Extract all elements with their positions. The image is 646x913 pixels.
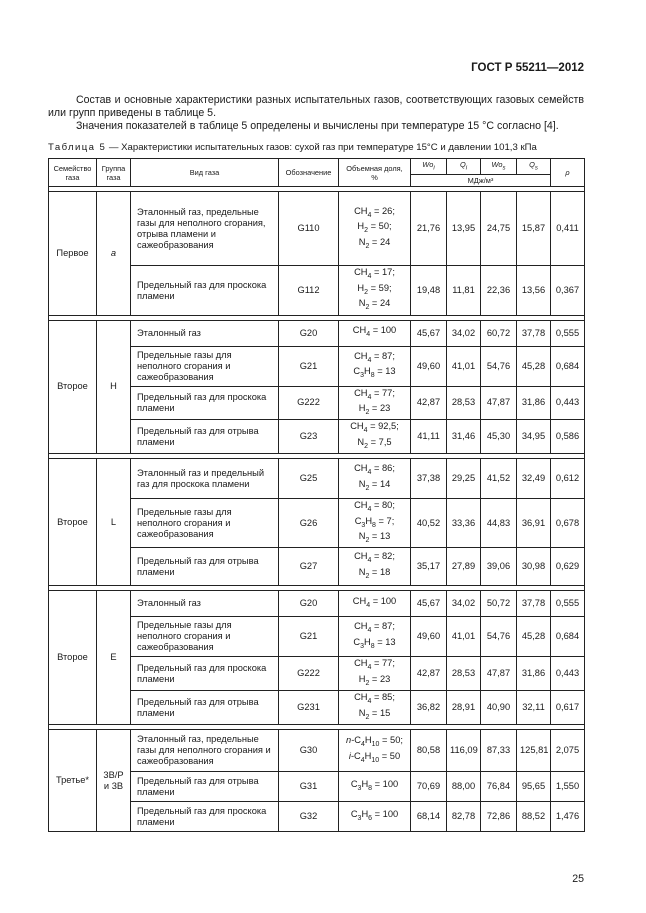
value-qs: 34,95 xyxy=(517,420,551,454)
value-qs: 32,49 xyxy=(517,459,551,499)
gas-designation: G112 xyxy=(279,266,339,315)
value-rho: 0,443 xyxy=(551,657,585,691)
header-unit: МДж/м³ xyxy=(411,175,551,187)
value-wos: 47,87 xyxy=(481,386,517,420)
value-qi: 13,95 xyxy=(447,192,481,266)
value-qi: 34,02 xyxy=(447,320,481,346)
table-body xyxy=(49,187,585,832)
value-wo: 68,14 xyxy=(411,802,447,832)
gas-kind: Предельный газ для отрыва пламени xyxy=(131,548,279,586)
gas-composition xyxy=(339,617,411,657)
value-wo: 21,76 xyxy=(411,192,447,266)
gas-designation: G26 xyxy=(279,499,339,548)
composition-line: $N_2 = 24$ xyxy=(358,298,391,312)
header-qs: $Q_s$ xyxy=(517,159,551,175)
value-wo: 45,67 xyxy=(411,320,447,346)
value-wos: 87,33 xyxy=(481,730,517,772)
composition-line: $N_2 = 18$ xyxy=(358,566,391,580)
value-qs: 125,81 xyxy=(517,730,551,772)
value-qi: 11,81 xyxy=(447,266,481,315)
value-qs: 37,78 xyxy=(517,320,551,346)
header-wo: $Wo_i$ xyxy=(411,159,447,175)
value-rho: 0,586 xyxy=(551,420,585,454)
gas-designation: G27 xyxy=(279,548,339,586)
gas-composition xyxy=(339,386,411,420)
gas-family: Второе xyxy=(49,459,97,586)
value-qi: 28,53 xyxy=(447,657,481,691)
header-family: Семейство газа xyxy=(49,159,97,187)
value-wos: 45,30 xyxy=(481,420,517,454)
composition-line: $N_2 = 7,5$ xyxy=(357,436,392,450)
value-wo: 36,82 xyxy=(411,691,447,725)
gas-kind: Предельный газ для отрыва пламени xyxy=(131,691,279,725)
value-qs: 37,78 xyxy=(517,591,551,617)
value-wo: 42,87 xyxy=(411,657,447,691)
gas-family: Третье* xyxy=(49,730,97,832)
composition-line: $CH_4 = 86$; xyxy=(354,463,395,477)
composition-line: $n-C_4H_{10} = 50$; xyxy=(346,735,403,749)
value-rho: 0,612 xyxy=(551,459,585,499)
gas-designation: G20 xyxy=(279,591,339,617)
gas-characteristics-table xyxy=(48,158,585,832)
value-rho: 2,075 xyxy=(551,730,585,772)
composition-line: $CH_4 = 87$; xyxy=(354,621,395,635)
gas-designation: G25 xyxy=(279,459,339,499)
value-wos: 40,90 xyxy=(481,691,517,725)
gas-designation: G222 xyxy=(279,386,339,420)
value-qs: 88,52 xyxy=(517,802,551,832)
composition-line: $C_3H_8 = 13$ xyxy=(353,366,396,379)
header-wos: $Wo_s$ xyxy=(481,159,517,175)
gas-kind: Предельный газ для проскока пламени xyxy=(131,802,279,832)
gas-kind: Предельный газ для проскока пламени xyxy=(131,657,279,691)
value-qi: 31,46 xyxy=(447,420,481,454)
value-rho: 0,678 xyxy=(551,499,585,548)
value-qs: 15,87 xyxy=(517,192,551,266)
value-wos: 39,06 xyxy=(481,548,517,586)
value-wo: 70,69 xyxy=(411,772,447,802)
gas-composition xyxy=(339,266,411,315)
value-wos: 76,84 xyxy=(481,772,517,802)
table-row xyxy=(49,459,585,499)
composition-line: $H_2 = 59$; xyxy=(357,282,392,296)
header-designation: Обозначение xyxy=(279,159,339,187)
value-qi: 41,01 xyxy=(447,346,481,386)
value-qi: 28,91 xyxy=(447,691,481,725)
gas-kind: Эталонный газ, предельные газы для неполного сгорания и сажеобразования xyxy=(131,730,279,772)
value-wo: 49,60 xyxy=(411,346,447,386)
value-wos: 72,86 xyxy=(481,802,517,832)
gas-family: Второе xyxy=(49,591,97,725)
header-fraction: Объемная доля, % xyxy=(339,159,411,187)
value-wo: 45,67 xyxy=(411,591,447,617)
composition-line: $N_2 = 13$ xyxy=(358,530,391,544)
composition-line: $CH_4 = 82$; xyxy=(354,551,395,565)
table-caption-label: Таблица 5 xyxy=(48,142,107,153)
value-qs: 30,98 xyxy=(517,548,551,586)
value-wo: 49,60 xyxy=(411,617,447,657)
table-row xyxy=(49,730,585,772)
value-wo: 19,48 xyxy=(411,266,447,315)
value-rho: 1,476 xyxy=(551,802,585,832)
composition-line: $CH_4 = 85$; xyxy=(354,692,395,706)
composition-line: $C_3H_8 = 100$ xyxy=(350,778,399,792)
value-qs: 13,56 xyxy=(517,266,551,315)
value-wo: 41,11 xyxy=(411,420,447,454)
composition-line: $H_2 = 23$ xyxy=(358,402,391,416)
composition-line: $CH_4 = 17$; xyxy=(354,267,395,281)
gas-kind: Эталонный газ и предельный газ для проскока пламени xyxy=(131,459,279,499)
gas-composition xyxy=(339,802,411,832)
table-caption-text: — Характеристики испытательных газов: сухой газ при температуре 15°С и давлении 101,3 кПа xyxy=(108,142,537,153)
value-rho: 0,443 xyxy=(551,386,585,420)
value-wos: 44,83 xyxy=(481,499,517,548)
value-qi: 28,53 xyxy=(447,386,481,420)
gas-composition xyxy=(339,591,411,617)
value-qs: 32,11 xyxy=(517,691,551,725)
gas-group: E xyxy=(97,591,131,725)
composition-line: $CH_4 = 80$; xyxy=(354,500,395,514)
gas-composition xyxy=(339,420,411,454)
gas-kind: Эталонный газ xyxy=(131,591,279,617)
header-kind: Вид газа xyxy=(131,159,279,187)
gas-kind: Предельные газы для неполного сгорания и сажеобразования xyxy=(131,499,279,548)
gas-designation: G21 xyxy=(279,617,339,657)
value-wo: 80,58 xyxy=(411,730,447,772)
value-wo: 35,17 xyxy=(411,548,447,586)
composition-line: $CH_4 = 87$; xyxy=(354,350,395,364)
gas-composition xyxy=(339,459,411,499)
value-wo: 37,38 xyxy=(411,459,447,499)
table-row xyxy=(49,591,585,617)
value-rho: 0,555 xyxy=(551,320,585,346)
table-row xyxy=(49,192,585,266)
gas-kind: Предельные газы для неполного сгорания и сажеобразования xyxy=(131,617,279,657)
gas-composition xyxy=(339,730,411,772)
value-qi: 116,09 xyxy=(447,730,481,772)
composition-line: $C_3H_6 = 100$ xyxy=(350,808,399,822)
composition-line: $C_3H_8 = 7$; xyxy=(354,515,395,529)
gas-composition xyxy=(339,548,411,586)
value-qi: 33,36 xyxy=(447,499,481,548)
gas-group: H xyxy=(97,320,131,454)
gas-kind: Предельный газ для отрыва пламени xyxy=(131,420,279,454)
gas-kind: Эталонный газ xyxy=(131,320,279,346)
gas-designation: G231 xyxy=(279,691,339,725)
table-caption xyxy=(48,142,537,153)
gas-composition xyxy=(339,772,411,802)
value-wos: 50,72 xyxy=(481,591,517,617)
gas-family: Второе xyxy=(49,320,97,454)
gas-kind: Предельный газ для проскока пламени xyxy=(131,266,279,315)
value-wo: 42,87 xyxy=(411,386,447,420)
gas-composition xyxy=(339,657,411,691)
gas-composition xyxy=(339,499,411,548)
composition-line: $CH_4 = 92,5$; xyxy=(350,421,399,435)
gas-composition xyxy=(339,320,411,346)
gas-composition xyxy=(339,691,411,725)
composition-line: $CH_4 = 100$ xyxy=(352,325,397,339)
composition-line: $CH_4 = 26$; xyxy=(354,205,395,219)
gas-kind: Эталонный газ, предельные газы для неполного сгорания, отрыва пламени и сажеобразования xyxy=(131,192,279,266)
value-qs: 45,28 xyxy=(517,617,551,657)
intro-paragraph-2: Значения показателей в таблице 5 определены и вычислены при температуре 15 °С согласно [4]. xyxy=(76,120,559,132)
gas-group: a xyxy=(97,192,131,315)
value-qi: 88,00 xyxy=(447,772,481,802)
gas-designation: G23 xyxy=(279,420,339,454)
gas-designation: G222 xyxy=(279,657,339,691)
value-qs: 31,86 xyxy=(517,657,551,691)
gas-designation: G31 xyxy=(279,772,339,802)
value-qs: 31,86 xyxy=(517,386,551,420)
value-wos: 22,36 xyxy=(481,266,517,315)
composition-line: $N_2 = 24$ xyxy=(358,236,391,250)
gas-designation: G21 xyxy=(279,346,339,386)
value-qs: 95,65 xyxy=(517,772,551,802)
value-wos: 54,76 xyxy=(481,617,517,657)
value-qi: 29,25 xyxy=(447,459,481,499)
header-rho-label: ρ xyxy=(565,168,570,178)
value-rho: 0,617 xyxy=(551,691,585,725)
gas-family: Первое xyxy=(49,192,97,315)
value-wos: 54,76 xyxy=(481,346,517,386)
intro-paragraph-1: Состав и основные характеристики разных испытательных газов, соответствующих газовых семейств или групп приведены в таблице 5. xyxy=(48,94,584,119)
gas-designation: G32 xyxy=(279,802,339,832)
gas-kind: Предельный газ для отрыва пламени xyxy=(131,772,279,802)
gas-group: L xyxy=(97,459,131,586)
gas-designation: G20 xyxy=(279,320,339,346)
gas-composition xyxy=(339,192,411,266)
value-rho: 0,367 xyxy=(551,266,585,315)
value-qs: 45,28 xyxy=(517,346,551,386)
value-rho: 0,555 xyxy=(551,591,585,617)
composition-line: $CH_4 = 77$; xyxy=(354,387,395,401)
gas-composition xyxy=(339,346,411,386)
gas-kind: Предельный газ для проскока пламени xyxy=(131,386,279,420)
page-number: 25 xyxy=(572,873,584,885)
value-qi: 41,01 xyxy=(447,617,481,657)
value-qi: 34,02 xyxy=(447,591,481,617)
composition-line: $N_2 = 15$ xyxy=(358,707,391,721)
value-rho: 1,550 xyxy=(551,772,585,802)
value-qi: 27,89 xyxy=(447,548,481,586)
value-wos: 24,75 xyxy=(481,192,517,266)
gas-designation: G110 xyxy=(279,192,339,266)
value-wos: 60,72 xyxy=(481,320,517,346)
header-qi: $Q_i$ xyxy=(447,159,481,175)
value-wo: 40,52 xyxy=(411,499,447,548)
value-wos: 47,87 xyxy=(481,657,517,691)
table-row xyxy=(49,320,585,346)
value-qs: 36,91 xyxy=(517,499,551,548)
composition-line: $i-C_4H_{10} = 50$ xyxy=(348,750,401,764)
composition-line: $N_2 = 14$ xyxy=(358,478,391,492)
composition-line: $H_2 = 50$; xyxy=(357,221,392,235)
value-wos: 41,52 xyxy=(481,459,517,499)
value-rho: 0,411 xyxy=(551,192,585,266)
gas-kind: Предельные газы для неполного сгорания и сажеобразования xyxy=(131,346,279,386)
composition-line: $CH_4 = 100$ xyxy=(352,596,397,610)
standard-number: ГОСТ Р 55211—2012 xyxy=(471,62,584,74)
value-qi: 82,78 xyxy=(447,802,481,832)
header-group: Группа газа xyxy=(97,159,131,187)
gas-designation: G30 xyxy=(279,730,339,772)
composition-line: $CH_4 = 77$; xyxy=(354,658,395,672)
composition-line: $C_3H_8 = 13$ xyxy=(353,636,396,650)
gas-group: 3B/P и 3B xyxy=(97,730,131,832)
value-rho: 0,684 xyxy=(551,617,585,657)
value-rho: 0,629 xyxy=(551,548,585,586)
value-rho: 0,684 xyxy=(551,346,585,386)
composition-line: $H_2 = 23$ xyxy=(358,673,391,687)
header-rho xyxy=(551,159,585,187)
